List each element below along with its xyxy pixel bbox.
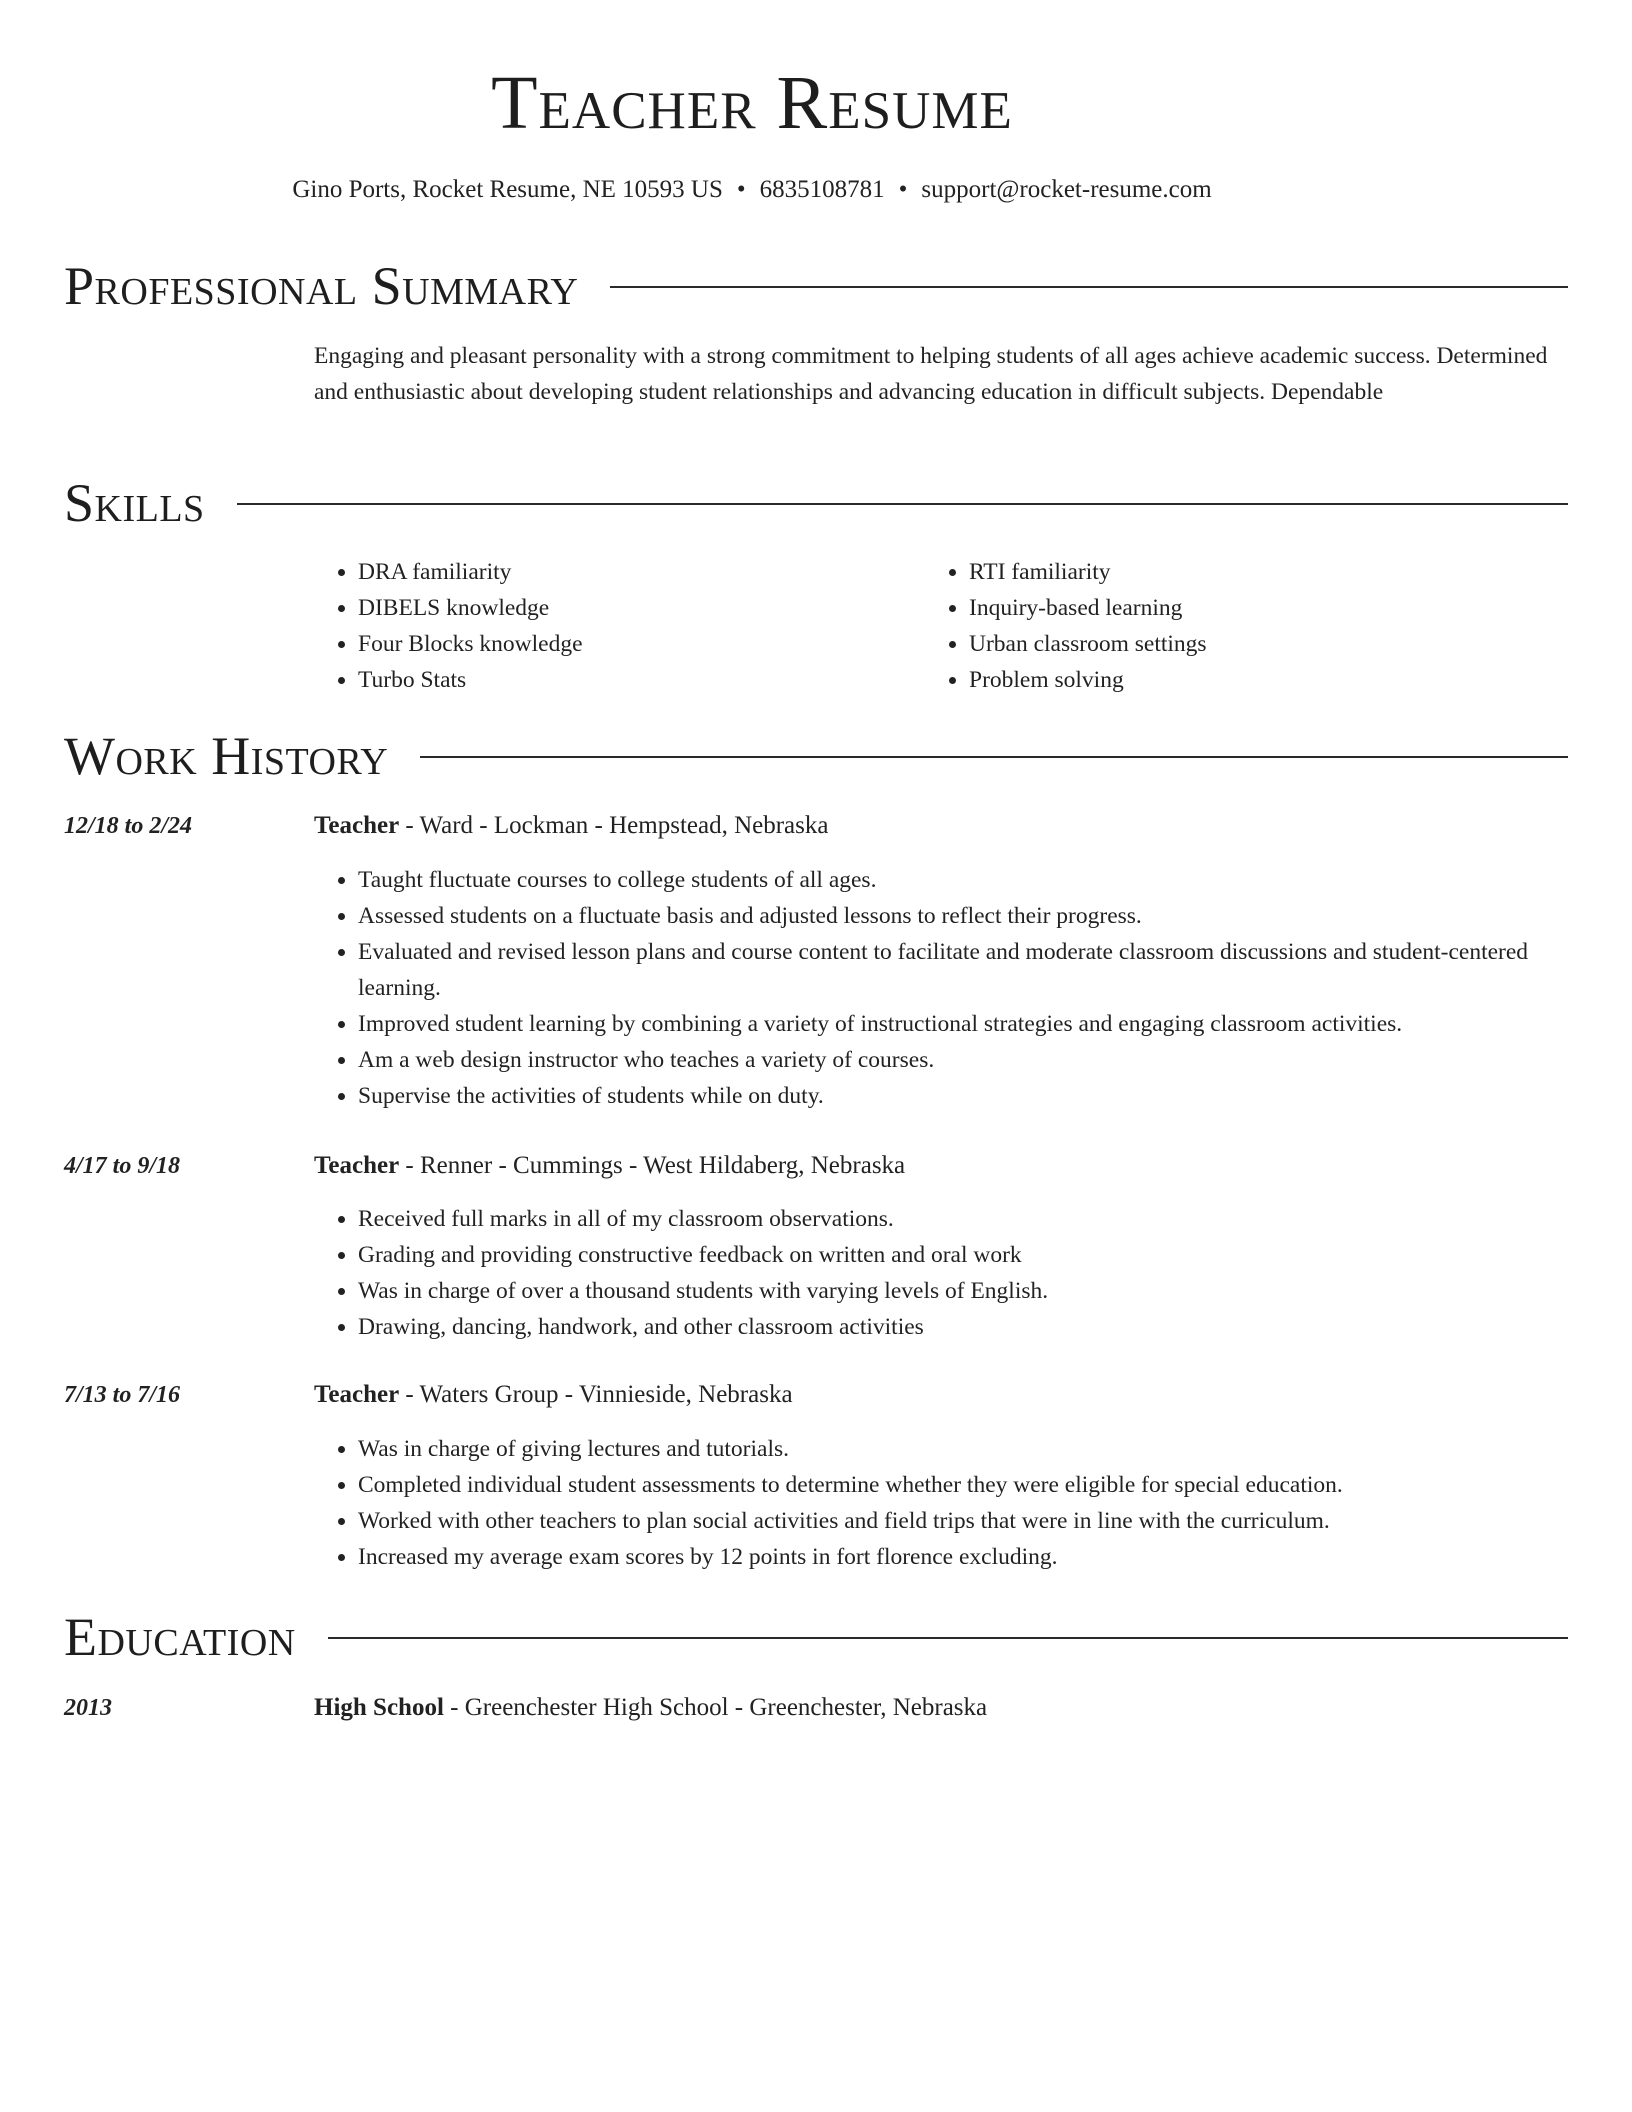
section-divider — [610, 286, 1568, 288]
job-duty: • Improved student learning by combining a variety of instructional strategies and engaging classroom activities. — [358, 1006, 1568, 1042]
job-duties — [314, 1431, 1568, 1575]
summary-heading: Professional Summary — [64, 256, 579, 316]
section-divider — [328, 1637, 1568, 1639]
contact-separator: • — [898, 176, 908, 203]
job-dates: 7/13 to 7/16 — [64, 1382, 181, 1408]
job-duties — [314, 862, 1568, 1114]
contact-line — [0, 174, 1568, 206]
job-duty: • Drawing, dancing, handwork, and other classroom activities — [358, 1309, 1568, 1345]
job-duty: • Am a web design instructor who teaches a variety of courses. — [358, 1042, 1568, 1078]
job-title: Teacher — [314, 1381, 400, 1408]
education-section-header — [64, 1607, 1568, 1667]
resume-title: Teacher Resume — [491, 61, 1013, 145]
section-divider — [420, 756, 1568, 758]
summary-text: Engaging and pleasant personality with a strong commitment to helping students of all ages achieve academic success. Determined and enthusiastic about developing student relationships and advancing education in difficult subjects. Dependable — [314, 343, 1548, 405]
job-title: Teacher — [314, 812, 400, 839]
job-duty: • Was in charge of giving lectures and tutorials. — [358, 1431, 1568, 1467]
job-duty: • Supervise the activities of students while on duty. — [358, 1078, 1568, 1114]
job-duty: • Worked with other teachers to plan social activities and field trips that were in line with the curriculum. — [358, 1503, 1568, 1539]
education-line — [314, 1690, 1568, 1726]
job-title-line — [314, 808, 1568, 844]
job-duty: • Assessed students on a fluctuate basis and adjusted lessons to reflect their progress. — [358, 898, 1568, 934]
skills-left-column — [314, 554, 914, 698]
education-heading: Education — [64, 1607, 296, 1667]
job-details: - Ward - Lockman - Hempstead, Nebraska — [399, 812, 829, 839]
skill-item: • Problem solving — [969, 662, 1525, 698]
job-title-line — [314, 1377, 1568, 1413]
skill-item: • DRA familiarity — [358, 554, 914, 590]
work-section-header — [64, 726, 1568, 786]
job-title-line — [314, 1148, 1568, 1184]
job-duty: • Completed individual student assessments to determine whether they were eligible for special education. — [358, 1467, 1568, 1503]
job-duty: • Increased my average exam scores by 12 points in fort florence excluding. — [358, 1539, 1568, 1575]
job-details: - Renner - Cummings - West Hildaberg, Nebraska — [399, 1152, 906, 1179]
contact-separator: • — [736, 176, 746, 203]
section-divider — [237, 503, 1568, 505]
skill-item: • Inquiry-based learning — [969, 590, 1525, 626]
job-title: Teacher — [314, 1152, 400, 1179]
job-details: - Waters Group - Vinnieside, Nebraska — [399, 1381, 793, 1408]
skills-list-left — [314, 554, 914, 698]
skills-section-header — [64, 473, 1568, 533]
skill-item: • Urban classroom settings — [969, 626, 1525, 662]
skills-right-column — [925, 554, 1525, 698]
job-duty: • Received full marks in all of my classroom observations. — [358, 1201, 1568, 1237]
job-duty: • Evaluated and revised lesson plans and course content to facilitate and moderate classroom discussions and student-centered learning. — [358, 934, 1568, 1006]
skill-item: • Four Blocks knowledge — [358, 626, 914, 662]
summary-section-header — [64, 256, 1568, 316]
skill-item: • DIBELS knowledge — [358, 590, 914, 626]
work-heading: Work History — [64, 726, 389, 786]
job-duty: • Was in charge of over a thousand students with varying levels of English. — [358, 1273, 1568, 1309]
skills-list-right — [925, 554, 1525, 698]
skills-heading: Skills — [64, 473, 205, 533]
job-duty: • Taught fluctuate courses to college students of all ages. — [358, 862, 1568, 898]
education-degree: High School — [314, 1694, 444, 1721]
contact-address: Gino Ports, Rocket Resume, NE 10593 US — [292, 176, 723, 203]
job-duty: • Grading and providing constructive feedback on written and oral work — [358, 1237, 1568, 1273]
job-dates: 4/17 to 9/18 — [64, 1153, 181, 1179]
contact-email: support@rocket-resume.com — [921, 176, 1212, 203]
job-dates: 12/18 to 2/24 — [64, 813, 193, 839]
education-details: - Greenchester High School - Greenchester, Nebraska — [443, 1694, 988, 1721]
job-duties — [314, 1201, 1568, 1345]
contact-phone: 6835108781 — [759, 176, 885, 203]
education-year: 2013 — [64, 1695, 112, 1721]
skill-item: • RTI familiarity — [969, 554, 1525, 590]
skill-item: • Turbo Stats — [358, 662, 914, 698]
